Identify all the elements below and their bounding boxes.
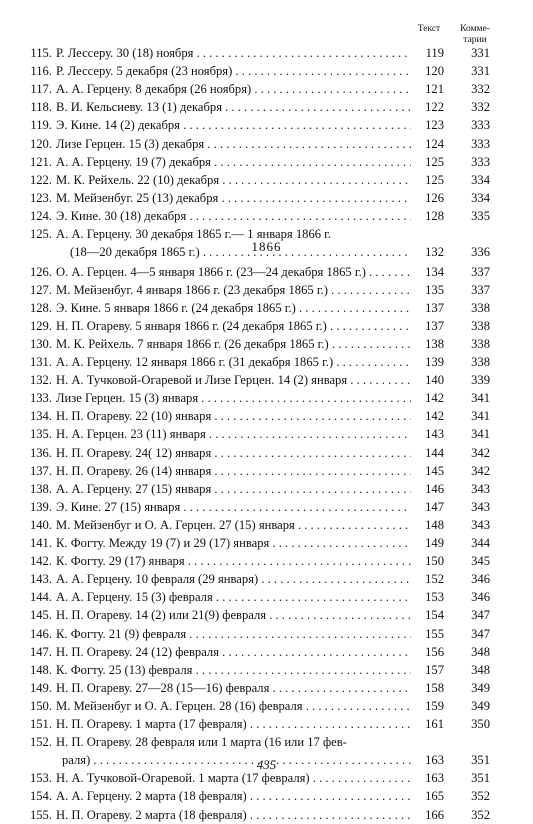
entry-title: А. А. Герцену. 27 (15) января . . .: [56, 481, 411, 498]
entry-text-page: 163: [425, 771, 444, 786]
entry-text-page: 145: [425, 463, 444, 478]
list-item: [0, 662, 533, 679]
list-item: [0, 807, 533, 824]
entry-title: Н. А. Тучковой-Огаревой. 1 марта (17 февраля) . . .: [56, 770, 411, 787]
entry-title: Н. П. Огареву. 2 марта (18 февраля) . . .: [56, 807, 411, 824]
entry-comment-page: 341: [471, 391, 490, 406]
entry-title: А. А. Герцену. 10 февраля (29 января) . . .: [56, 571, 411, 588]
list-item: [0, 626, 533, 643]
list-item: [0, 154, 533, 171]
entry-text-page: 125: [425, 172, 444, 187]
entry-text-page: 152: [425, 572, 444, 587]
entry-comment-page: 351: [471, 753, 490, 768]
entry-number: 152.: [29, 735, 52, 750]
entry-comment-page: 331: [471, 46, 490, 60]
list-item: [0, 336, 533, 353]
entry-title: А. А. Герцену. 19 (7) декабря . . .: [56, 154, 411, 171]
entry-comment-page: 344: [471, 536, 490, 550]
entry-text-page: 138: [425, 336, 444, 351]
entry-text-page: 155: [425, 626, 444, 641]
entry-text-page: 165: [425, 789, 444, 804]
entry-number: 136.: [29, 445, 52, 460]
entry-title: Р. Лессеру. 30 (18) ноября . . .: [56, 45, 411, 62]
list-item: [0, 426, 533, 443]
list-item: [0, 190, 533, 207]
entry-text-page: 132: [425, 245, 444, 260]
entry-title: Н. П. Огареву. 27—28 (15—16) февраля . . .: [56, 680, 411, 697]
entry-title: Н. П. Огареву. 24 (12) февраля . . .: [56, 644, 411, 661]
entry-title: Э. Кине. 30 (18) декабря . . .: [56, 208, 411, 225]
entry-title: (18—20 декабря 1865 г.) . . .: [70, 244, 411, 261]
entry-comment-page: 333: [471, 154, 490, 169]
entry-comment-page: 347: [471, 626, 490, 641]
entry-comment-page: 342: [471, 463, 490, 478]
entry-comment-page: 351: [471, 771, 490, 786]
entry-text-page: 163: [425, 753, 444, 768]
page-number: 435: [256, 757, 277, 772]
entry-number: 134.: [29, 409, 52, 424]
entry-title: Н. П. Огареву. 14 (2) или 21(9) февраля . . .: [56, 607, 411, 624]
list-item: [0, 499, 533, 516]
entry-number: 121.: [29, 154, 52, 169]
entry-number: 129.: [29, 318, 52, 333]
entry-title: К. Фогту. 21 (9) февраля . . .: [56, 626, 411, 643]
entry-text-page: 121: [425, 82, 444, 97]
entry-comment-page: 352: [471, 789, 490, 804]
entry-number: 141.: [29, 536, 52, 550]
entry-title: Н. П. Огареву. 22 (10) января . . .: [56, 408, 411, 425]
entry-title: М. Мейзенбуг и О. А. Герцен. 27 (15) января . . .: [56, 517, 411, 534]
entry-title: Н. П. Огареву. 5 января 1866 г. (24 декабря 1865 г.) . . .: [56, 318, 411, 335]
entry-comment-page: 332: [471, 82, 490, 97]
entry-number: 142.: [29, 554, 52, 569]
list-item: [0, 734, 533, 751]
list-item: [0, 463, 533, 480]
list-item: [0, 390, 533, 407]
entry-text-page: 126: [425, 190, 444, 205]
entry-text-page: 120: [425, 64, 444, 79]
entry-text-page: 134: [425, 264, 444, 279]
list-item: [0, 408, 533, 425]
entry-comment-page: 348: [471, 644, 490, 659]
entry-title: А. А. Герцену. 8 декабря (26 ноября) . . .: [56, 81, 411, 98]
list-item: [0, 300, 533, 317]
list-item: [0, 517, 533, 534]
entry-text-page: 148: [425, 517, 444, 532]
entry-text-page: 161: [425, 717, 444, 731]
entry-comment-page: 338: [471, 336, 490, 351]
list-item: [0, 698, 533, 715]
entry-title: Э. Кине. 14 (2) декабря . . .: [56, 117, 411, 134]
entry-number: 119.: [30, 118, 52, 133]
entry-comment-page: 343: [471, 481, 490, 496]
entry-text-page: 142: [425, 409, 444, 424]
entry-title: Н. П. Огареву. 1 марта (17 февраля) . . .: [56, 716, 411, 733]
entry-comment-page: 341: [471, 427, 490, 442]
entry-number: 150.: [29, 698, 52, 713]
entry-title: А. А. Герцену. 30 декабря 1865 г.— 1 января 1866 г.: [56, 227, 332, 241]
entry-comment-page: 333: [471, 118, 490, 133]
list-item: [0, 788, 533, 805]
entry-number: 145.: [29, 608, 52, 623]
entry-title: О. А. Герцен. 4—5 января 1866 г. (23—24 декабря 1865 г.) . . .: [56, 264, 411, 281]
entry-title: Н. П. Огареву. 28 февраля или 1 марта (16 или 17 фев-: [56, 735, 347, 750]
entry-text-page: 143: [425, 427, 444, 442]
entry-number: 148.: [29, 662, 52, 677]
entry-number: 128.: [29, 300, 52, 315]
entry-number: 132.: [29, 373, 52, 388]
entry-title: Н. П. Огареву. 24( 12) января . . .: [56, 445, 411, 462]
list-item: [0, 553, 533, 570]
entry-comment-page: 349: [471, 698, 490, 713]
entry-title: М. К. Рейхель. 22 (10) декабря . . .: [56, 172, 411, 189]
entry-number: 127.: [29, 282, 52, 297]
entry-number: 155.: [29, 807, 52, 822]
entry-title: М. Мейзенбуг. 4 января 1866 г. (23 декабря 1865 г.) . . .: [56, 282, 411, 299]
entry-title: В. И. Кельсиеву. 13 (1) декабря . . .: [56, 99, 411, 116]
entry-text-page: 150: [425, 554, 444, 569]
entry-title: Лизе Герцен. 15 (3) января . . .: [56, 390, 411, 407]
entry-text-page: 137: [425, 300, 444, 315]
list-item: [0, 63, 533, 80]
entry-comment-page: 338: [471, 300, 490, 315]
entry-comment-page: 337: [471, 282, 490, 297]
entry-comment-page: 338: [471, 318, 490, 333]
list-item: [0, 318, 533, 335]
list-item: [0, 680, 533, 697]
entry-text-page: 122: [425, 100, 444, 115]
list-item: [0, 117, 533, 134]
list-item: [0, 372, 533, 389]
entry-comment-page: 346: [471, 572, 490, 587]
entry-number: 126.: [29, 264, 52, 279]
entry-number: 135.: [29, 427, 52, 442]
list-item: [0, 644, 533, 661]
entry-number: 124.: [29, 208, 52, 223]
entry-number: 139.: [29, 499, 52, 514]
entry-comment-page: 334: [471, 172, 490, 187]
entry-number: 118.: [30, 100, 52, 115]
entry-title: Э. Кине. 27 (15) января . . .: [56, 499, 411, 516]
entry-text-page: 159: [425, 698, 444, 713]
entry-title: А. А. Герцену. 2 марта (18 февраля) . . .: [56, 788, 411, 805]
entry-title: К. Фогту. 25 (13) февраля . . .: [56, 662, 411, 679]
entry-number: 133.: [29, 391, 52, 406]
entry-number: 143.: [29, 572, 52, 587]
list-item: [0, 136, 533, 153]
entry-text-page: 158: [425, 680, 444, 695]
entry-number: 116.: [30, 64, 52, 79]
entry-comment-page: 336: [471, 245, 490, 260]
entry-comment-page: 342: [471, 445, 490, 460]
entry-title: А. А. Герцену. 12 января 1866 г. (31 декабря 1865 г.) . . .: [56, 354, 411, 371]
entry-text-page: 128: [425, 208, 444, 223]
entry-comment-page: 335: [471, 208, 490, 223]
entry-comment-page: 334: [471, 190, 490, 205]
list-item: [0, 99, 533, 116]
entry-text-page: 146: [425, 481, 444, 496]
list-item: [0, 481, 533, 498]
list-item: [0, 208, 533, 225]
entry-number: 115.: [30, 46, 52, 60]
list-item: [0, 354, 533, 371]
entry-title: Н. П. Огареву. 26 (14) января . . .: [56, 463, 411, 480]
entry-number: 144.: [29, 590, 52, 605]
entry-comment-page: 347: [471, 608, 490, 623]
entry-comment-page: 343: [471, 517, 490, 532]
entry-title: Лизе Герцен. 15 (3) декабря . . .: [56, 136, 411, 153]
list-item: [0, 282, 533, 299]
entry-text-page: 156: [425, 644, 444, 659]
entry-text-page: 135: [425, 282, 444, 297]
entry-number: 140.: [29, 517, 52, 532]
list-item: [0, 45, 533, 62]
entry-comment-page: 348: [471, 662, 490, 677]
entry-comment-page: 345: [471, 554, 490, 569]
entry-text-page: 123: [425, 118, 444, 133]
entry-text-page: 137: [425, 318, 444, 333]
entry-number: 117.: [30, 82, 52, 97]
entry-text-page: 166: [425, 807, 444, 822]
list-item: [0, 81, 533, 98]
entry-comment-page: 338: [471, 355, 490, 369]
list-item: [0, 716, 533, 733]
entry-text-page: 153: [425, 590, 444, 605]
entry-number: 120.: [29, 136, 52, 151]
entry-comment-page: 331: [471, 64, 490, 79]
entry-text-page: 140: [425, 373, 444, 388]
entry-text-page: 139: [425, 355, 444, 369]
entry-comment-page: 346: [471, 590, 490, 605]
entry-number: 153.: [29, 771, 52, 786]
entry-title: А. А. Герцену. 15 (3) февраля . . .: [56, 589, 411, 606]
entry-title: Н. А. Герцен. 23 (11) января . . .: [56, 426, 411, 443]
entry-comment-page: 349: [471, 680, 490, 695]
entry-title: Н. А. Тучковой-Огаревой и Лизе Герцен. 14 (2) января . . .: [56, 372, 411, 389]
column-header-comments: Комме- тарии: [460, 24, 490, 45]
entry-title: Р. Лессеру. 5 декабря (23 ноября) . . .: [56, 63, 411, 80]
entry-comment-page: 333: [471, 136, 490, 151]
entry-text-page: 142: [425, 391, 444, 406]
entry-text-page: 125: [425, 154, 444, 169]
entry-title: М. Мейзенбуг. 25 (13) декабря . . .: [56, 190, 411, 207]
entry-comment-page: 352: [471, 807, 490, 822]
list-item: [0, 607, 533, 624]
entry-text-page: 124: [425, 136, 444, 151]
entry-comment-page: 341: [471, 409, 490, 424]
year-heading: 1866: [251, 239, 282, 254]
entry-comment-page: 343: [471, 499, 490, 514]
entry-number: 138.: [29, 481, 52, 496]
entry-title: раля) . . .: [62, 752, 411, 769]
entry-title: М. Мейзенбуг и О. А. Герцен. 28 (16) февраля . . .: [56, 698, 411, 715]
entry-number: 123.: [29, 190, 52, 205]
entry-text-page: 119: [425, 46, 444, 60]
entry-title: К. Фогту. 29 (17) января . . .: [56, 553, 411, 570]
entry-text-page: 147: [425, 499, 444, 514]
entry-number: 151.: [29, 717, 52, 731]
entry-number: 149.: [29, 680, 52, 695]
list-item: [0, 445, 533, 462]
column-header-text: Текст: [417, 24, 441, 34]
entry-number: 154.: [29, 789, 52, 804]
entry-title: М. К. Рейхель. 7 января 1866 г. (26 декабря 1865 г.) . . .: [56, 336, 411, 353]
entry-number: 122.: [29, 172, 52, 187]
entry-title: К. Фогту. Между 19 (7) и 29 (17) января . . .: [56, 535, 411, 552]
entry-comment-page: 339: [471, 373, 490, 388]
list-item: [0, 535, 533, 552]
entry-text-page: 144: [425, 445, 444, 460]
list-item: [0, 264, 533, 281]
list-item: [0, 589, 533, 606]
entry-comment-page: 337: [471, 264, 490, 279]
entry-number: 125.: [29, 227, 52, 241]
entry-text-page: 157: [425, 662, 444, 677]
entry-number: 146.: [29, 626, 52, 641]
entry-title: Э. Кине. 5 января 1866 г. (24 декабря 1865 г.) . . .: [56, 300, 411, 317]
list-item: [0, 172, 533, 189]
entry-number: 147.: [29, 644, 52, 659]
entry-comment-page: 350: [471, 717, 490, 731]
entry-text-page: 149: [425, 536, 444, 550]
entry-comment-page: 332: [471, 100, 490, 115]
entry-text-page: 154: [425, 608, 444, 623]
entry-number: 131.: [29, 355, 52, 369]
entry-number: 130.: [29, 336, 52, 351]
entry-number: 137.: [29, 463, 52, 478]
list-item: [0, 571, 533, 588]
